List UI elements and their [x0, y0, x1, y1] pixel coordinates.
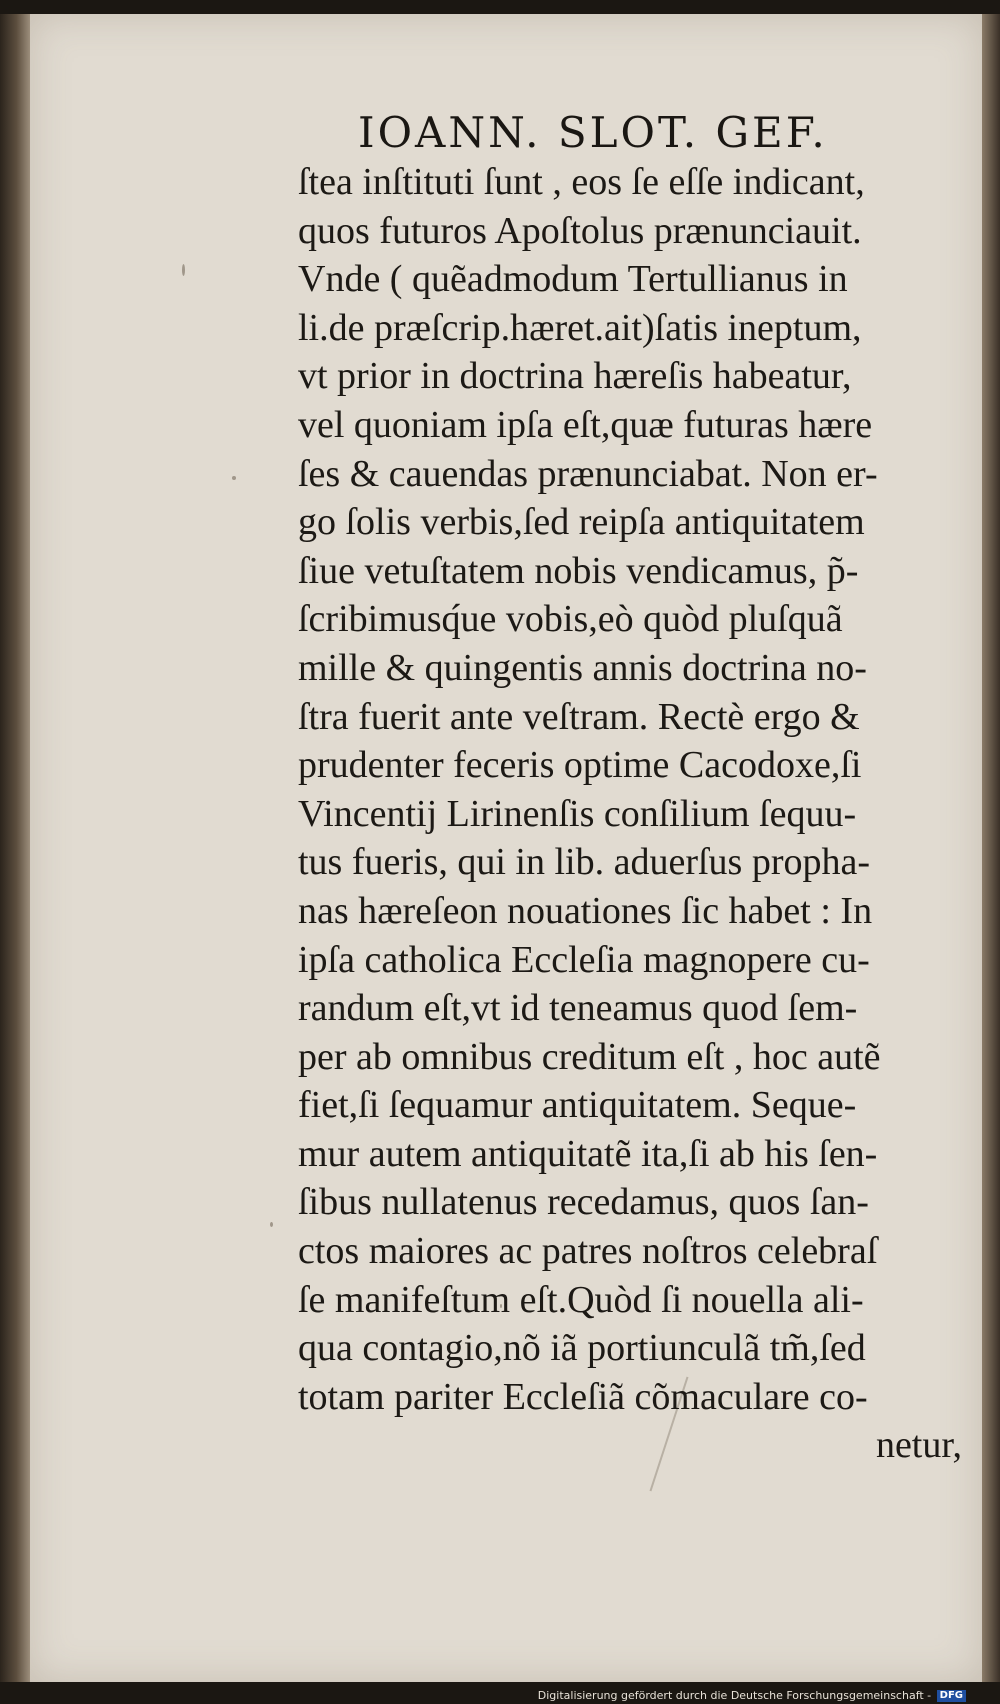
text-line: li.de præſcrip.hæret.ait)ſatis ineptum, — [298, 306, 862, 349]
text-line: ctos maiores ac patres noſtros celebraſ — [298, 1230, 878, 1273]
text-line: ſe manifeſtum eſt.Quòd ſi nouella ali- — [298, 1278, 864, 1321]
dfg-logo-badge: DFG — [937, 1690, 966, 1702]
text-line: per ab omnibus creditum eſt , hoc autẽ — [298, 1035, 881, 1078]
body-text — [298, 158, 962, 1470]
page-edge-right — [982, 14, 1000, 1682]
text-line: ſtea inſtituti ſunt , eos ſe eſſe indicant, — [298, 161, 865, 203]
text-line: ſiue vetuſtatem nobis vendicamus, p̃- — [298, 549, 859, 592]
text-line: tus fueris, qui in lib. aduerſus propha- — [298, 841, 871, 884]
text-line: nas hæreſeon nouationes ſic habet : In — [298, 889, 873, 932]
text-line: ſes & cauendas prænunciabat. Non er- — [298, 452, 878, 495]
text-line: randum eſt,vt id teneamus quod ſem- — [298, 987, 858, 1030]
text-line: go ſolis verbis,ſed reipſa antiquitatem — [298, 501, 865, 544]
text-line: mur autem antiquitatẽ ita,ſi ab his ſen- — [298, 1132, 878, 1175]
text-line: qua contagio,nõ iã portiunculã tm̃,ſed — [298, 1327, 866, 1370]
text-line: ſibus nullatenus recedamus, quos ſan- — [298, 1181, 869, 1224]
text-line: ſcribimusq́ue vobis,eò quòd pluſquã — [298, 598, 843, 641]
running-head: IOANN. SLOT. GEF. — [358, 108, 828, 157]
footer-credit-text: Digitalisierung gefördert durch die Deutsche Forschungsgemeinschaft - — [537, 1689, 932, 1702]
text-line: quos futuros Apoſtolus prænunciauit. — [298, 209, 862, 252]
page-edge-left — [0, 14, 30, 1682]
text-line: Vincentij Lirinenſis conſilium ſequu- — [298, 792, 857, 835]
footer-credit — [538, 1689, 966, 1702]
text-line: Vnde ( quẽadmodum Tertullianus in — [298, 258, 848, 301]
catchword: netur, — [875, 1424, 962, 1467]
page-speck — [270, 1222, 273, 1227]
text-line: ipſa catholica Eccleſia magnopere cu- — [298, 938, 870, 981]
text-line: mille & quingentis annis doctrina no- — [298, 646, 867, 689]
text-line: totam pariter Eccleſiã cõmaculare co- — [298, 1375, 868, 1418]
text-line: vt prior in doctrina hæreſis habeatur, — [298, 355, 852, 398]
text-line: prudenter feceris optime Cacodoxe,ſi — [298, 744, 862, 787]
text-line: vel quoniam ipſa eſt,quæ futuras hære — [298, 403, 873, 446]
text-line: fiet,ſi ſequamur antiquitatem. Seque- — [298, 1084, 857, 1127]
page-speck — [232, 476, 236, 480]
page-speck — [182, 264, 185, 276]
text-line: ſtra fuerit ante veſtram. Rectè ergo & — [298, 695, 860, 738]
